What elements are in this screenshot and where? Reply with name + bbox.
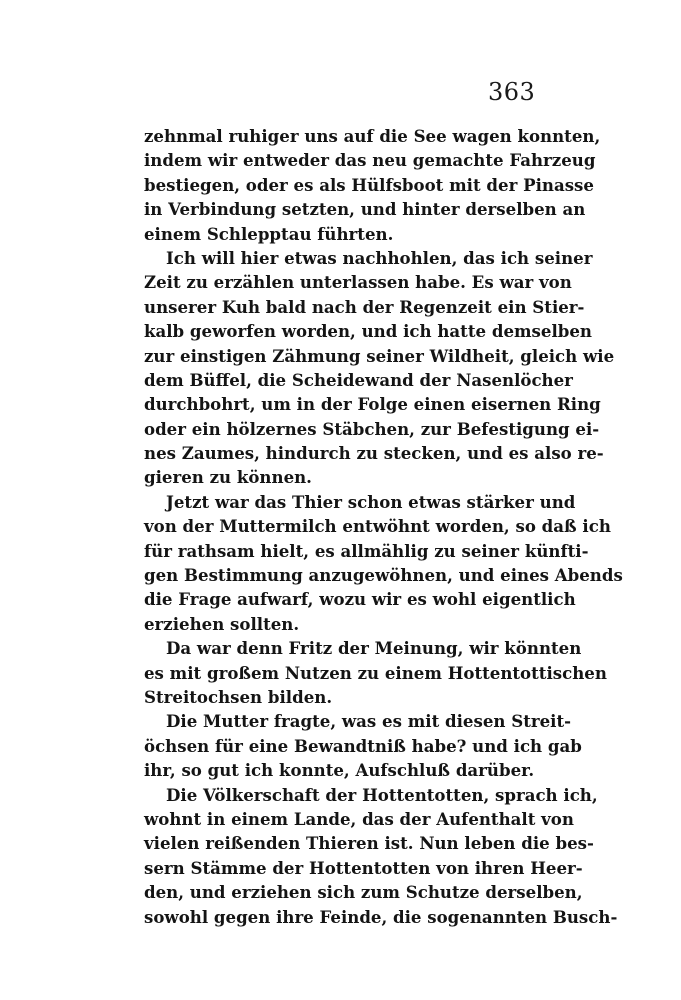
text-line: dem Büffel, die Scheidewand der Nasenlöcher [144,369,573,390]
text-line: wohnt in einem Lande, das der Aufenthalt von [144,808,574,829]
text-line: Jetzt war das Thier schon etwas stärker und [166,491,576,512]
text-line: Die Mutter fragte, was es mit diesen Streit- [166,711,572,732]
text-line: bestiegen, oder es als Hülfsboot mit der Pinasse [144,174,594,195]
text-line: sowohl gegen ihre Feinde, die sogenannten Busch- [144,906,618,927]
text-line: einem Schlepptau führten. [144,223,394,244]
text-line: erziehen sollten. [144,613,300,634]
text-line: Streitochsen bilden. [144,686,333,707]
text-line: gen Bestimmung anzugewöhnen, und eines Abends [144,565,623,586]
text-line: zur einstigen Zähmung seiner Wildheit, gleich wie [144,345,615,366]
text-line: durchbohrt, um in der Folge einen eisernen Ring [144,394,601,415]
text-line: öchsen für eine Bewandtniß habe? und ich gab [144,735,582,756]
text-line: unserer Kuh bald nach der Regenzeit ein Stier- [144,296,585,317]
text-line: zehnmal ruhiger uns auf die See wagen konnten, [144,126,601,146]
body-text [144,124,623,929]
text-line: kalb geworfen worden, und ich hatte demselben [144,321,592,342]
text-line: Da war denn Fritz der Meinung, wir könnten [166,638,582,659]
text-line: nes Zaumes, hindurch zu stecken, und es also re- [144,443,604,464]
text-line: den, und erziehen sich zum Schutze derselben, [144,882,583,903]
text-line: indem wir entweder das neu gemachte Fahrzeug [144,150,596,171]
text-line: gieren zu können. [144,467,312,488]
text-line: für rathsam hielt, es allmählig zu seiner künfti- [144,540,589,561]
text-line: oder ein hölzernes Stäbchen, zur Befestigung ei- [144,418,600,439]
text-line: ihr, so gut ich konnte, Aufschluß darüber. [144,760,535,781]
text-line: in Verbindung setzten, und hinter derselben an [144,199,586,220]
text-line: von der Muttermilch entwöhnt worden, so daß ich [144,516,611,537]
text-line: Zeit zu erzählen unterlassen habe. Es war von [144,272,572,293]
text-line: vielen reißenden Thieren ist. Nun leben die bes- [144,833,594,854]
page-number: 363 [488,78,536,106]
text-line: sern Stämme der Hottentotten von ihren Heer- [144,857,583,878]
text-line: die Frage aufwarf, wozu wir es wohl eigentlich [144,589,576,610]
text-line: es mit großem Nutzen zu einem Hottentottischen [144,662,607,683]
text-line: Ich will hier etwas nachhohlen, das ich seiner [166,247,593,268]
text-line: Die Völkerschaft der Hottentotten, sprach ich, [166,784,598,805]
